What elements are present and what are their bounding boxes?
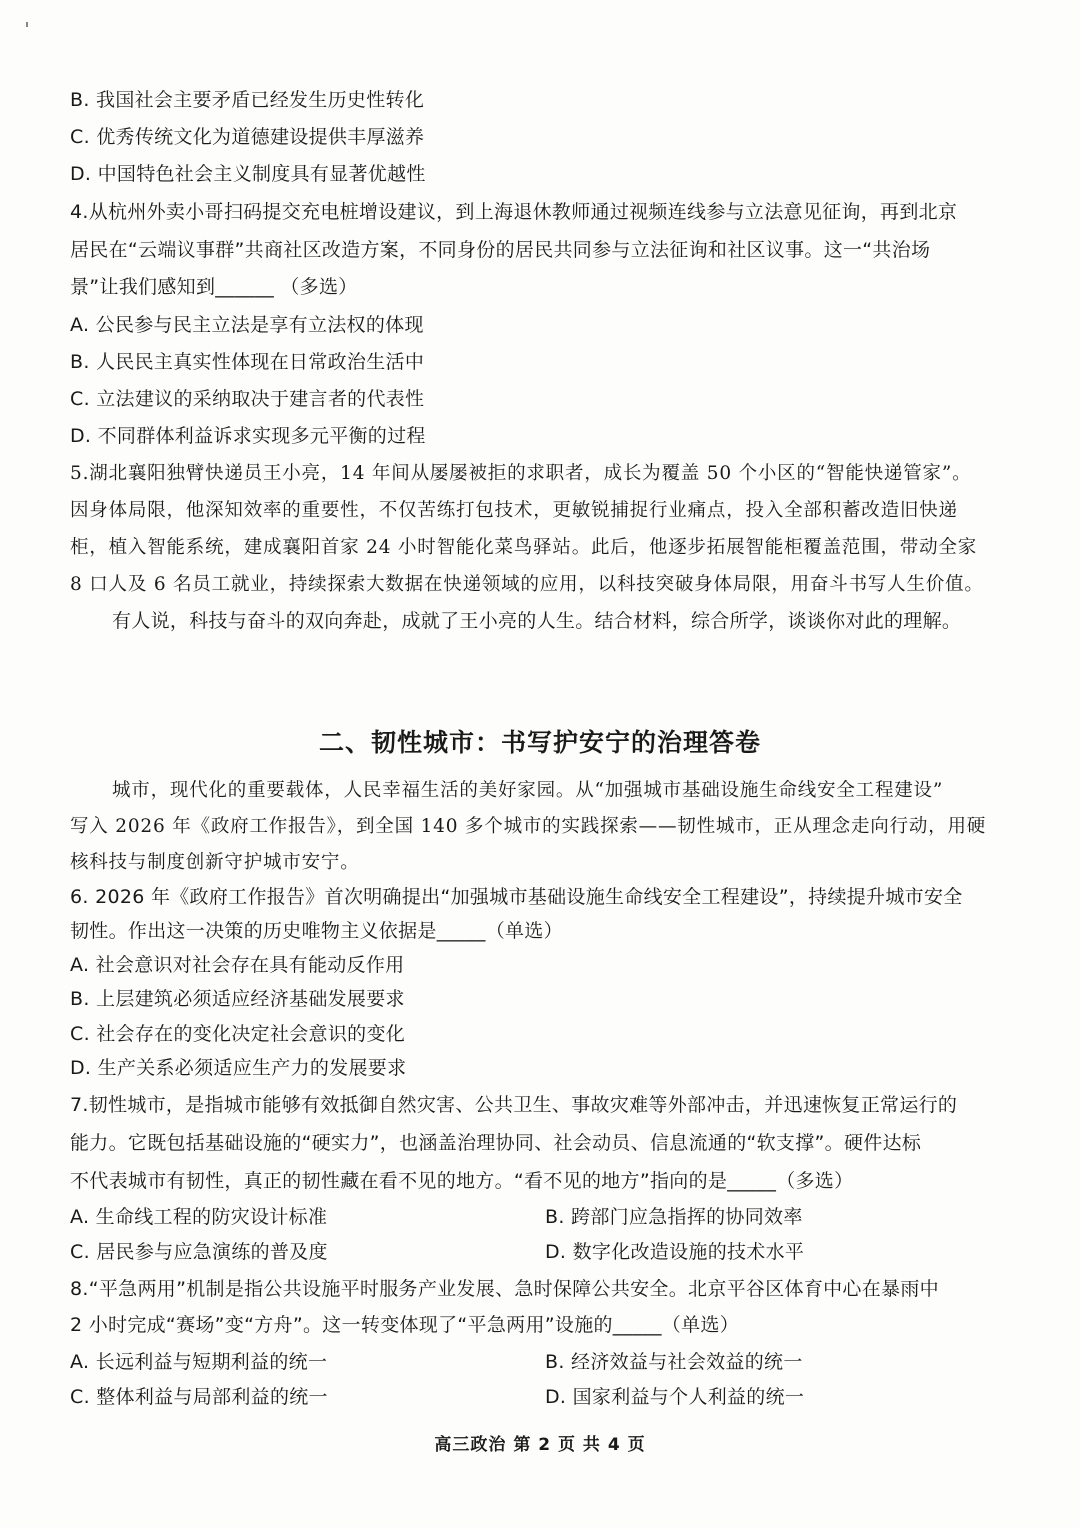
q7-stem-line-3: 不代表城市有韧性，真正的韧性藏在看不见的地方。“看不见的地方”指向的是_____（多选）	[70, 1170, 854, 1192]
q6-stem-line-2: 韧性。作出这一决策的历史唯物主义依据是_____（单选）	[70, 920, 563, 942]
q4-option-c: C. 立法建议的采纳取决于建言者的代表性	[70, 388, 425, 410]
q7-options-row-2	[70, 1239, 1040, 1265]
q8-option-a: A. 长远利益与短期利益的统一	[70, 1351, 328, 1373]
q8-options-row-2	[70, 1384, 1040, 1410]
q6-option-b: B. 上层建筑必须适应经济基础发展要求	[70, 988, 405, 1010]
q8-stem-line-2: 2 小时完成“赛场”变“方舟”。这一转变体现了“平急两用”设施的_____（单选）	[70, 1314, 739, 1336]
q7-option-b: B. 跨部门应急指挥的协同效率	[545, 1206, 803, 1228]
q6-option-c: C. 社会存在的变化决定社会意识的变化	[70, 1023, 406, 1045]
q4-stem-line-2: 居民在“云端议事群”共商社区改造方案，不同身份的居民共同参与立法征询和社区议事。这一“共治场	[70, 239, 931, 261]
q5-question: 有人说，科技与奋斗的双向奔赴，成就了王小亮的人生。结合材料，综合所学，谈谈你对此的理解。	[112, 610, 962, 632]
q8-option-c: C. 整体利益与局部利益的统一	[70, 1386, 328, 1408]
q5-material-line-4: 8 口人及 6 名员工就业，持续探索大数据在快递领域的应用，以科技突破身体局限，用奋斗书写人生价值。	[70, 574, 984, 595]
q4-option-a: A. 公民参与民主立法是享有立法权的体现	[70, 314, 424, 336]
q8-option-d: D. 国家利益与个人利益的统一	[545, 1386, 805, 1408]
q5-material-line-2: 因身体局限，他深知效率的重要性，不仅苦练打包技术，更敏锐捕捉行业痛点，投入全部积蓄改造旧快递	[70, 500, 958, 521]
q4-option-b: B. 人民民主真实性体现在日常政治生活中	[70, 351, 425, 373]
q3-option-d: D. 中国特色社会主义制度具有显著优越性	[70, 163, 426, 185]
section-title: 二、韧性城市：书写护安宁的治理答卷	[318, 728, 761, 757]
q4-stem-line-3: 景”让我们感知到______ （多选）	[70, 276, 358, 298]
section-intro-line-3: 核科技与制度创新守护城市安宁。	[70, 852, 360, 873]
q3-option-c: C. 优秀传统文化为道德建设提供丰厚滋养	[70, 126, 425, 148]
scan-mark	[26, 22, 28, 27]
q4-stem-line-1: 4.从杭州外卖小哥扫码提交充电桩增设建议，到上海退休教师通过视频连线参与立法意见征询，再到北京	[70, 201, 958, 223]
q7-stem-line-1: 7.韧性城市，是指城市能够有效抵御自然灾害、公共卫生、事故灾难等外部冲击，并迅速恢复正常运行的	[70, 1094, 958, 1116]
q8-option-b: B. 经济效益与社会效益的统一	[545, 1351, 803, 1373]
q6-stem-line-1: 6. 2026 年《政府工作报告》首次明确提出“加强城市基础设施生命线安全工程建设”，持续提升城市安全	[70, 886, 963, 908]
q8-options-row-1	[70, 1349, 1040, 1375]
q4-option-d: D. 不同群体利益诉求实现多元平衡的过程	[70, 425, 426, 447]
q6-option-a: A. 社会意识对社会存在具有能动反作用	[70, 954, 405, 976]
q3-option-b: B. 我国社会主要矛盾已经发生历史性转化	[70, 89, 425, 111]
q7-stem-line-2: 能力。它既包括基础设施的“硬实力”，也涵盖治理协同、社会动员、信息流通的“软支撑”。硬件达标	[70, 1132, 922, 1154]
q7-option-d: D. 数字化改造设施的技术水平	[545, 1241, 805, 1263]
q5-material-line-3: 柜，植入智能系统，建成襄阳首家 24 小时智能化菜鸟驿站。此后，他逐步拓展智能柜覆盖范围，带动全家	[70, 537, 978, 558]
q5-material-line-1: 5.湖北襄阳独臂快递员王小亮，14 年间从屡屡被拒的求职者，成长为覆盖 50 个小区的“智能快递管家”。	[70, 463, 972, 484]
q8-stem-line-1: 8.“平急两用”机制是指公共设施平时服务产业发展、急时保障公共安全。北京平谷区体育中心在暴雨中	[70, 1278, 939, 1300]
section-intro-line-2: 写入 2026 年《政府工作报告》，到全国 140 多个城市的实践探索——韧性城市，正从理念走向行动，用硬	[70, 816, 987, 837]
page-footer: 高三政治 第 2 页 共 4 页	[434, 1435, 646, 1455]
q7-options-row-1	[70, 1204, 1040, 1230]
q6-option-d: D. 生产关系必须适应生产力的发展要求	[70, 1057, 407, 1079]
q7-option-c: C. 居民参与应急演练的普及度	[70, 1241, 328, 1263]
section-intro-line-1: 城市，现代化的重要载体，人民幸福生活的美好家园。从“加强城市基础设施生命线安全工程建设”	[112, 780, 944, 801]
q7-option-a: A. 生命线工程的防灾设计标准	[70, 1206, 328, 1228]
